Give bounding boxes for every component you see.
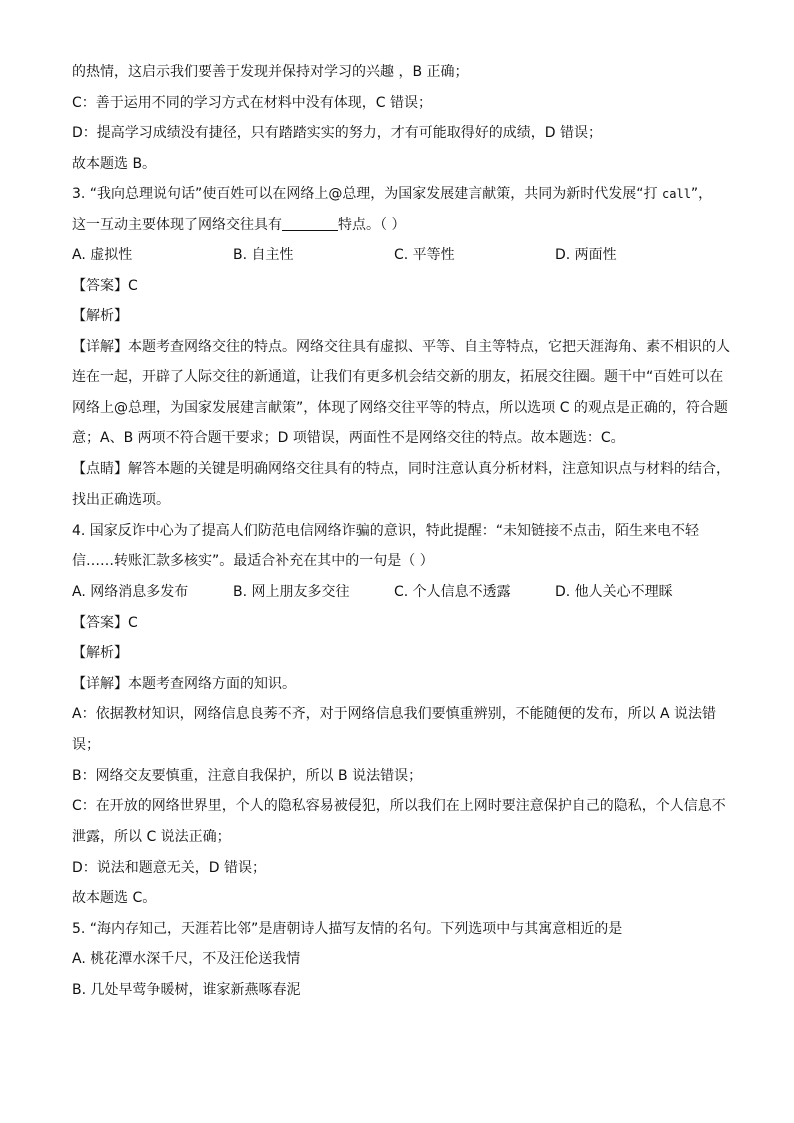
question-3-stem xyxy=(72,184,732,204)
explanation-b: B：网络交友要慎重，注意自我保护，所以 B 说法错误； xyxy=(72,767,423,784)
answer-line: 【答案】C xyxy=(72,614,138,631)
option-d: D. 两面性 xyxy=(555,247,617,263)
question-4-stem: 4. 国家反诈中心为了提高人们防范电信网络诈骗的意识，特此提醒：“未知链接不点击，陌生来电不轻信……转账汇款多核实”。最适合补充在其中的一句是（ ） xyxy=(72,522,700,569)
option-b: B. 几处早莺争暖树，谁家新燕啄春泥 xyxy=(72,981,301,998)
option-c: C. 平等性 xyxy=(394,247,455,263)
answer-line: 【答案】C xyxy=(72,277,138,294)
option-a: A. 桃花潭水深千尺，不及汪伦送我情 xyxy=(72,951,301,967)
option-b: B. 网上朋友多交往 xyxy=(233,584,350,600)
text-line: 故本题选 B。 xyxy=(72,155,157,172)
stem-text: ”， xyxy=(690,186,713,202)
analysis-heading: 【解析】 xyxy=(72,645,128,661)
text-line: 的热情，这启示我们要善于发现并保持对学习的兴趣 ，B 正确； xyxy=(72,64,469,80)
comment-paragraph: 【点睛】解答本题的关键是明确网络交往具有的特点，同时注意认真分析材料，注意知识点与材料的结合，找出正确选项。 xyxy=(72,461,730,508)
document-page xyxy=(72,62,732,1010)
stem-text: 3. “我向总理说句话”使百姓可以在网络上@总理，为国家发展建言献策，共同为新时代发展“打 xyxy=(72,186,663,202)
option-a: A. 虚拟性 xyxy=(72,247,133,263)
explanation-a: A：依据教材知识，网络信息良莠不齐，对于网络信息我们要慎重辨别，不能随便的发布，所以 A 说法错误； xyxy=(72,706,717,753)
option-a: A. 网络消息多发布 xyxy=(72,584,189,600)
question-3-options xyxy=(72,245,732,265)
detail-paragraph: 【详解】本题考查网络交往的特点。网络交往具有虚拟、平等、自主等特点，它把天涯海角、素不相识的人连在一起，开辟了人际交往的新通道，让我们有更多机会结交新的朋友，拓展交往圈。题干中“百姓可以在网络上@总理，为国家发展建言献策”，体现了网络交往平等的特点，所以选项 C 的观点是正确的，符合题意；A、B 两项不符合题干要求；D 项错误，两面性不是网络交往的特点。故本题选：C。 xyxy=(72,338,730,446)
answer-blank xyxy=(282,216,338,231)
text-line: C：善于运用不同的学习方式在材料中没有体现，C 错误； xyxy=(72,94,432,111)
stem-text: 特点。（ ） xyxy=(338,216,406,233)
question-4-options xyxy=(72,582,732,602)
option-c: C. 个人信息不透露 xyxy=(394,584,511,600)
stem-text: 这一互动主要体现了网络交往具有 xyxy=(72,216,282,233)
question-3-stem-2 xyxy=(72,215,732,235)
question-5-stem: 5. “海内存知己，天涯若比邻”是唐朝诗人描写友情的名句。下列选项中与其寓意相近的是 xyxy=(72,920,623,937)
option-d: D. 他人关心不理睬 xyxy=(555,584,673,600)
detail-line: 【详解】本题考查网络方面的知识。 xyxy=(72,675,296,692)
explanation-c: C：在开放的网络世界里，个人的隐私容易被侵犯，所以我们在上网时要注意保护自己的隐私，个人信息不泄露，所以 C 说法正确； xyxy=(72,798,726,845)
conclusion-line: 故本题选 C。 xyxy=(72,890,157,906)
analysis-heading: 【解析】 xyxy=(72,308,128,324)
explanation-d: D：说法和题意无关，D 错误； xyxy=(72,859,267,876)
option-b: B. 自主性 xyxy=(233,247,294,263)
text-line: D：提高学习成绩没有捷径，只有踏踏实实的努力，才有可能取得好的成绩，D 错误； xyxy=(72,125,603,141)
stem-code: call xyxy=(662,187,691,201)
